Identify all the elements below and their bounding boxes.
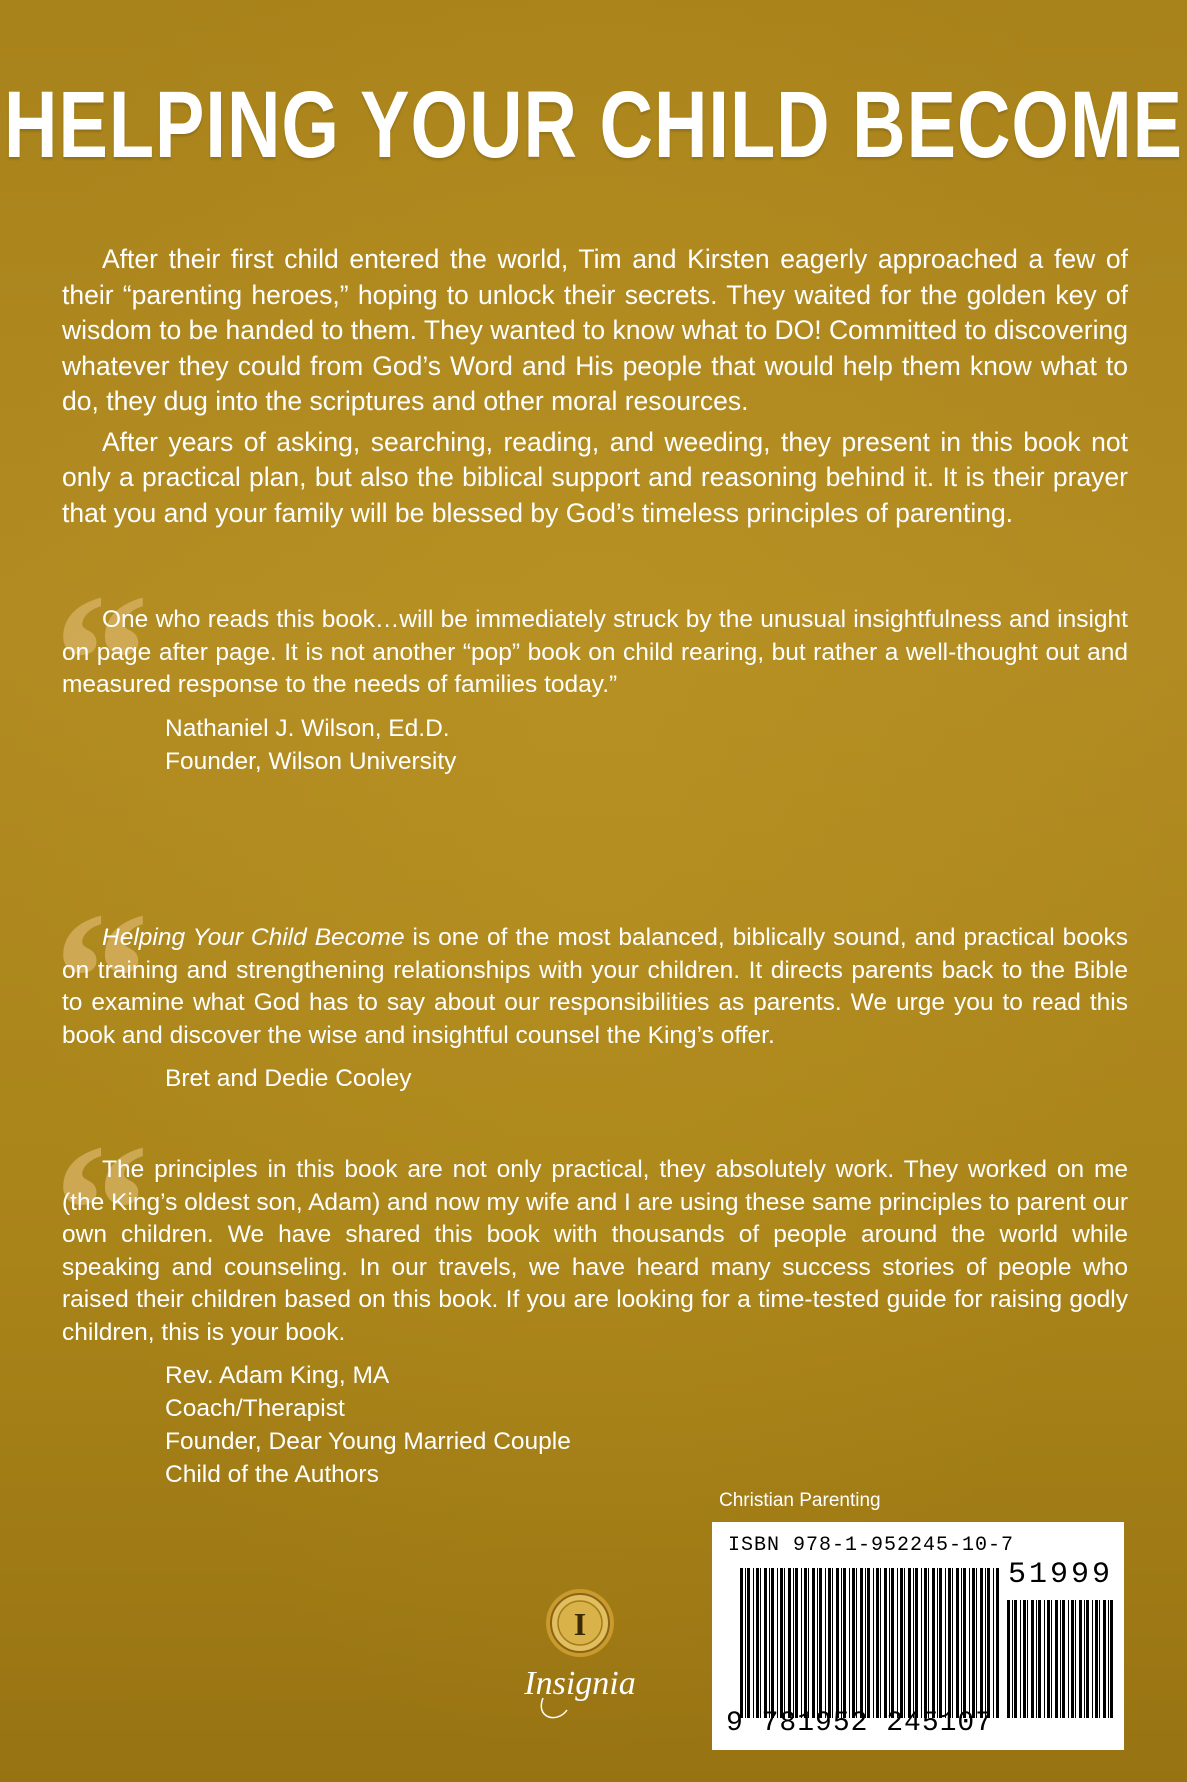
barcode-bar	[980, 1568, 983, 1718]
barcode-bar	[873, 1568, 874, 1718]
intro-paragraph: After their first child entered the world, Tim and Kirsten eagerly approached a few of their “parenting heroes,” hoping to unlock their secrets. They waited for the golden key of wisdom to be handed to them. They wanted to know what to DO! Committed to discovering whatever they could from God’s Word and His people that would help them know what to do, they dug into the scriptures and other moral resources.	[62, 244, 1128, 416]
quote-text	[62, 922, 1128, 1052]
barcode-bar	[1014, 1600, 1017, 1718]
barcode-bar	[1068, 1600, 1069, 1718]
quote-mark-icon: “	[54, 874, 149, 1084]
publisher-logo	[505, 1578, 655, 1728]
intro-paragraph: After years of asking, searching, reading, and weeding, they present in this book not only a practical plan, but also the biblical support and reasoning behind it. It is their prayer that you and your family will be blessed by God’s timeless principles of parenting.	[62, 426, 1128, 528]
barcode-bar	[828, 1568, 831, 1718]
barcode-bar	[1051, 1600, 1052, 1718]
barcode-bar	[1092, 1600, 1093, 1718]
barcode-bar	[780, 1568, 783, 1718]
barcode-bar	[1047, 1600, 1050, 1718]
barcode-bar	[856, 1568, 857, 1718]
logo-letter: I	[573, 1606, 587, 1642]
barcode-bar	[756, 1568, 759, 1718]
quote-attribution	[165, 1359, 1128, 1491]
barcode-bar	[1071, 1600, 1074, 1718]
barcode-bar	[1086, 1600, 1089, 1718]
barcode-bar	[921, 1568, 922, 1718]
barcode-bar	[928, 1568, 929, 1718]
barcode-bar	[945, 1568, 946, 1718]
endorsement-quote-3	[54, 1106, 1128, 1491]
barcode-bar	[860, 1568, 863, 1718]
category-label: Christian Parenting	[719, 1490, 881, 1511]
barcode-bar	[937, 1568, 938, 1718]
intro-text	[62, 242, 1128, 536]
barcode-bar	[817, 1568, 818, 1718]
attribution-line: Bret and Dedie Cooley	[165, 1065, 412, 1092]
barcode-bar	[1084, 1600, 1085, 1718]
barcode-bar	[808, 1568, 809, 1718]
barcode-bar	[1095, 1600, 1098, 1718]
barcode-bar	[915, 1568, 918, 1718]
quote-mark-icon: “	[54, 1106, 149, 1316]
barcode-bar	[793, 1568, 794, 1718]
attribution-line: Nathaniel J. Wilson, Ed.D.	[165, 714, 450, 742]
barcode-bar	[849, 1568, 850, 1718]
barcode-bar	[1108, 1600, 1109, 1718]
barcode-bar	[1110, 1600, 1113, 1718]
barcode-bar	[952, 1568, 953, 1718]
barcode-bar	[832, 1568, 833, 1718]
barcode-bar	[913, 1568, 914, 1718]
barcode-bar	[987, 1568, 990, 1718]
barcode-bar	[1103, 1600, 1106, 1718]
barcode-bar	[852, 1568, 855, 1718]
barcode-bar	[1012, 1600, 1013, 1718]
isbn-barcode	[712, 1522, 1124, 1750]
barcode-bar	[1075, 1600, 1076, 1718]
barcode-digits: 9 781952 245107	[726, 1708, 994, 1739]
barcode-bar	[956, 1568, 959, 1718]
barcode-bar	[795, 1568, 798, 1718]
barcode-bar	[1027, 1600, 1028, 1718]
barcode-bar	[812, 1568, 815, 1718]
barcode-bar	[769, 1568, 770, 1718]
barcode-bar	[876, 1568, 879, 1718]
barcode-bar	[819, 1568, 822, 1718]
quote-body: is one of the most balanced, biblically sound, and practical books on training and strengthening relationships with your children. It directs parents back to the Bible to examine what God has to say about our responsibilities as parents. We urge you to read this book and discover the wise and insightful counsel the King’s offer.	[62, 924, 1128, 1049]
quote-text: One who reads this book…will be immediately struck by the unusual insightfulness and insight on page after page. It is not another “pop” book on child rearing, but rather a well-thought out and measured response to the needs of families today.”	[62, 606, 1128, 698]
barcode-bar	[760, 1568, 761, 1718]
barcode-bar	[996, 1568, 999, 1718]
barcode-bar	[1062, 1600, 1065, 1718]
book-title: HELPING YOUR CHILD BECOME	[4, 71, 1183, 178]
barcode-bar	[985, 1568, 986, 1718]
barcode-bar	[784, 1568, 785, 1718]
attribution-line: Coach/Therapist	[165, 1395, 345, 1422]
barcode-bar	[788, 1568, 791, 1718]
barcode-bar	[801, 1568, 802, 1718]
attribution-line: Child of the Authors	[165, 1461, 379, 1488]
barcode-bar	[961, 1568, 962, 1718]
barcode-bar	[740, 1568, 743, 1718]
barcode-bar	[948, 1568, 951, 1718]
barcode-bar	[924, 1568, 927, 1718]
barcode-bar	[1044, 1600, 1045, 1718]
attribution-line: Founder, Wilson University	[165, 747, 457, 775]
barcode-bar	[908, 1568, 911, 1718]
barcode-bar	[993, 1568, 994, 1718]
quote-mark-icon: “	[54, 556, 149, 766]
barcode-bar	[976, 1568, 977, 1718]
quote-text: The principles in this book are not only practical, they absolutely work. They worked on me (the King’s oldest son, Adam) and now my wife and I are using these same principles to parent our own children. We have shared this book with thousands of people around the world while speaking and counseling. In our travels, we have heard many success stories of people who raised their children based on this book. If you are looking for a time-tested guide for raising godly children, this is your book.	[62, 1156, 1128, 1346]
barcode-bar	[1060, 1600, 1061, 1718]
barcode-bar	[764, 1568, 767, 1718]
barcode-bar	[745, 1568, 746, 1718]
barcode-bar	[932, 1568, 935, 1718]
barcode-bar	[777, 1568, 778, 1718]
endorsement-quote-2	[54, 874, 1128, 1095]
barcode-bars-addon	[1007, 1600, 1113, 1718]
barcode-bar	[753, 1568, 754, 1718]
barcode-bar	[771, 1568, 774, 1718]
barcode-bar	[865, 1568, 866, 1718]
barcode-bar	[884, 1568, 887, 1718]
barcode-bar	[969, 1568, 970, 1718]
price-code: 51999	[1008, 1558, 1114, 1592]
isbn-number: ISBN 978-1-952245-10-7	[728, 1534, 1015, 1557]
barcode-bar	[867, 1568, 870, 1718]
barcode-bar	[1007, 1600, 1010, 1718]
barcode-bar	[939, 1568, 942, 1718]
barcode-bar	[972, 1568, 975, 1718]
barcode-bar	[963, 1568, 966, 1718]
barcode-bar	[1023, 1600, 1026, 1718]
barcode-bar	[904, 1568, 905, 1718]
barcode-bar	[897, 1568, 898, 1718]
barcode-bar	[1099, 1600, 1100, 1718]
barcode-bar	[1055, 1600, 1058, 1718]
quote-attribution	[165, 1062, 1128, 1095]
quote-attribution	[165, 712, 1128, 778]
barcode-bar	[900, 1568, 903, 1718]
barcode-bars-main	[740, 1568, 1002, 1718]
barcode-bar	[1036, 1600, 1037, 1718]
attribution-line: Founder, Dear Young Married Couple	[165, 1428, 571, 1455]
barcode-bar	[1031, 1600, 1034, 1718]
barcode-bar	[891, 1568, 894, 1718]
barcode-bar	[1038, 1600, 1041, 1718]
barcode-bar	[1020, 1600, 1021, 1718]
publisher-name: Insignia	[524, 1665, 636, 1702]
attribution-line: Rev. Adam King, MA	[165, 1362, 390, 1389]
book-title-italic: Helping Your Child Become	[102, 924, 405, 951]
barcode-bar	[889, 1568, 890, 1718]
barcode-bar	[804, 1568, 807, 1718]
barcode-bar	[1079, 1600, 1082, 1718]
barcode-bar	[841, 1568, 842, 1718]
barcode-bar	[825, 1568, 826, 1718]
barcode-bar	[843, 1568, 846, 1718]
endorsement-quote-1	[54, 556, 1128, 778]
barcode-bar	[836, 1568, 839, 1718]
barcode-bar	[880, 1568, 881, 1718]
barcode-bar	[747, 1568, 750, 1718]
